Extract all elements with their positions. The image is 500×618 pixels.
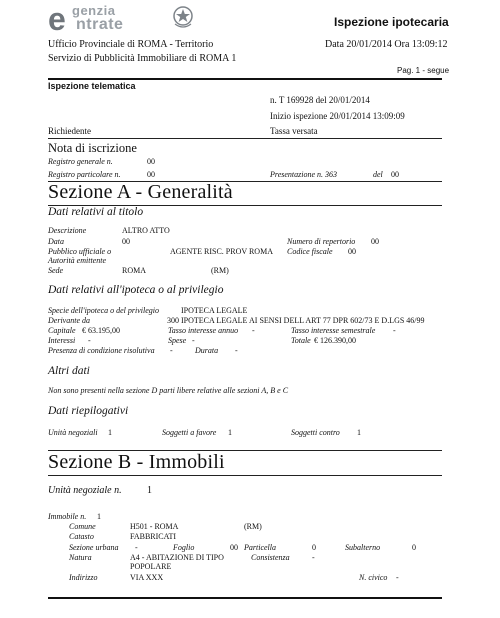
sezione-a-title: Sezione A - Generalità xyxy=(48,181,233,203)
specie-label: Specie dell'ipoteca o del privilegio xyxy=(48,306,160,315)
page-number: Pag. 1 - segue xyxy=(397,66,450,75)
header-divider xyxy=(48,78,442,80)
sezione-urbana-value: - xyxy=(135,543,138,552)
foglio-value: 00 xyxy=(230,543,238,552)
telematica-divider xyxy=(48,138,442,139)
service-name: Servizio di Pubblicità Immobiliare di ROMA 1 xyxy=(48,53,237,64)
unita-negoziali-value: 1 xyxy=(108,428,112,437)
data-label: Data xyxy=(48,237,64,246)
civico-label: N. civico xyxy=(359,573,388,582)
derivante-label: Derivante da xyxy=(48,316,90,325)
ispezione-number: n. T 169928 del 20/01/2014 xyxy=(270,95,370,105)
sezione-b-divider xyxy=(48,475,442,476)
capitale-value: € 63.195,00 xyxy=(82,326,120,335)
agenzia-entrate-logo xyxy=(48,2,198,42)
comune-label: Comune xyxy=(69,522,96,531)
soggetti-contro-label: Soggetti contro xyxy=(291,428,340,437)
subalterno-label: Subalterno xyxy=(345,543,381,552)
soggetti-favore-value: 1 xyxy=(228,428,232,437)
reg-particolare-value: 00 xyxy=(147,170,155,179)
richiedente-label: Richiedente xyxy=(48,126,91,136)
ipoteca-heading: Dati relativi all'ipoteca o al privilegio xyxy=(48,284,224,296)
logo-text-top: genzia xyxy=(72,3,116,18)
catasto-value: FABBRICATI xyxy=(130,532,177,541)
logo-letter: e xyxy=(48,1,66,37)
particella-value: 0 xyxy=(312,543,316,552)
altri-dati-text: Non sono presenti nella sezione D parti libere relative alle sezioni A, B e C xyxy=(48,386,289,395)
spese-value: - xyxy=(192,336,195,345)
civico-value: - xyxy=(396,573,399,582)
derivante-value: 300 IPOTECA LEGALE AI SENSI DELL ART 77 DPR 602/73 E D.LGS 46/99 xyxy=(167,316,425,325)
pubblico-value: AGENTE RISC. PROV ROMA xyxy=(170,247,273,256)
immobile-value: 1 xyxy=(97,512,101,521)
descrizione-label: Descrizione xyxy=(48,226,87,235)
del-value: 00 xyxy=(391,170,399,179)
altri-dati-heading: Altri dati xyxy=(48,365,90,377)
specie-value: IPOTECA LEGALE xyxy=(181,306,248,315)
descrizione-value: ALTRO ATTO xyxy=(122,226,170,235)
print-date: Data 20/01/2014 Ora 13:09:12 xyxy=(325,39,448,50)
presenza-label: Presenza di condizione risolutiva xyxy=(48,346,155,355)
comune-value: H501 - ROMA xyxy=(130,522,179,531)
reg-generale-value: 00 xyxy=(147,157,155,166)
presentazione: Presentazione n. 363 xyxy=(270,170,338,179)
autorita-label: Autorità emittente xyxy=(48,256,106,265)
repertorio-value: 00 xyxy=(371,237,379,246)
codice-fiscale-value: 00 xyxy=(348,247,356,256)
catasto-label: Catasto xyxy=(69,532,94,541)
natura-label: Natura xyxy=(69,553,92,562)
unita-negoziale-value: 1 xyxy=(147,485,152,496)
presenza-value: - xyxy=(170,346,173,355)
natura-value-line1: A4 - ABITAZIONE DI TIPO xyxy=(130,553,224,562)
footer-divider xyxy=(48,597,442,599)
republic-seal-icon xyxy=(172,4,194,30)
del-label: del xyxy=(373,170,383,179)
data-value: 00 xyxy=(122,237,130,246)
tasso-annuo-label: Tasso interesse annuo xyxy=(168,326,239,335)
consistenza-value: - xyxy=(312,553,315,562)
inizio-ispezione: Inizio ispezione 20/01/2014 13:09:09 xyxy=(270,111,405,121)
telematica-title: Ispezione telematica xyxy=(48,81,136,91)
sezione-b-title: Sezione B - Immobili xyxy=(48,451,225,473)
indirizzo-value: VIA XXX xyxy=(130,573,164,582)
reg-generale-label: Registro generale n. xyxy=(48,157,113,166)
totale-label: Totale xyxy=(291,336,311,345)
totale-value: € 126.390,00 xyxy=(314,336,356,345)
immobile-label: Immobile n. xyxy=(48,512,87,521)
pubblico-label: Pubblico ufficiale o xyxy=(48,247,112,256)
sede-label: Sede xyxy=(48,266,64,275)
titolo-heading: Dati relativi al titolo xyxy=(48,206,144,218)
comune-province: (RM) xyxy=(244,522,262,531)
soggetti-contro-value: 1 xyxy=(357,428,361,437)
consistenza-label: Consistenza xyxy=(251,553,290,562)
soggetti-favore-label: Soggetti a favore xyxy=(162,428,217,437)
document-title: Ispezione ipotecaria xyxy=(334,15,449,29)
logo-text-bottom: ntrate xyxy=(76,16,124,33)
office-name: Ufficio Provinciale di ROMA - Territorio xyxy=(48,39,214,50)
unita-negoziali-label: Unità negoziali xyxy=(48,428,98,437)
unita-negoziale-label: Unità negoziale n. xyxy=(48,485,122,496)
sezione-urbana-label: Sezione urbana xyxy=(69,543,119,552)
subalterno-value: 0 xyxy=(412,543,416,552)
foglio-label: Foglio xyxy=(173,543,195,552)
tasso-semestrale-value: - xyxy=(393,326,396,335)
durata-value: - xyxy=(235,346,238,355)
indirizzo-label: Indirizzo xyxy=(69,573,98,582)
particella-label: Particella xyxy=(244,543,276,552)
durata-label: Durata xyxy=(195,346,219,355)
sede-value: ROMA xyxy=(122,266,147,275)
natura-value-line2: POPOLARE xyxy=(130,562,172,571)
interessi-label: Interessi xyxy=(48,336,76,345)
spese-label: Spese xyxy=(168,336,187,345)
tasso-semestrale-label: Tasso interesse semestrale xyxy=(291,326,376,335)
nota-title: Nota di iscrizione xyxy=(48,141,137,155)
repertorio-label: Numero di repertorio xyxy=(287,237,356,246)
capitale-label: Capitale xyxy=(48,326,76,335)
riepilogo-heading: Dati riepilogativi xyxy=(48,405,129,417)
sede-province: (RM) xyxy=(211,266,229,275)
reg-particolare-label: Registro particolare n. xyxy=(48,170,121,179)
interessi-value: - xyxy=(88,336,91,345)
tasso-annuo-value: - xyxy=(252,326,255,335)
codice-fiscale-label: Codice fiscale xyxy=(287,247,333,256)
tassa-versata: Tassa versata xyxy=(270,126,318,136)
